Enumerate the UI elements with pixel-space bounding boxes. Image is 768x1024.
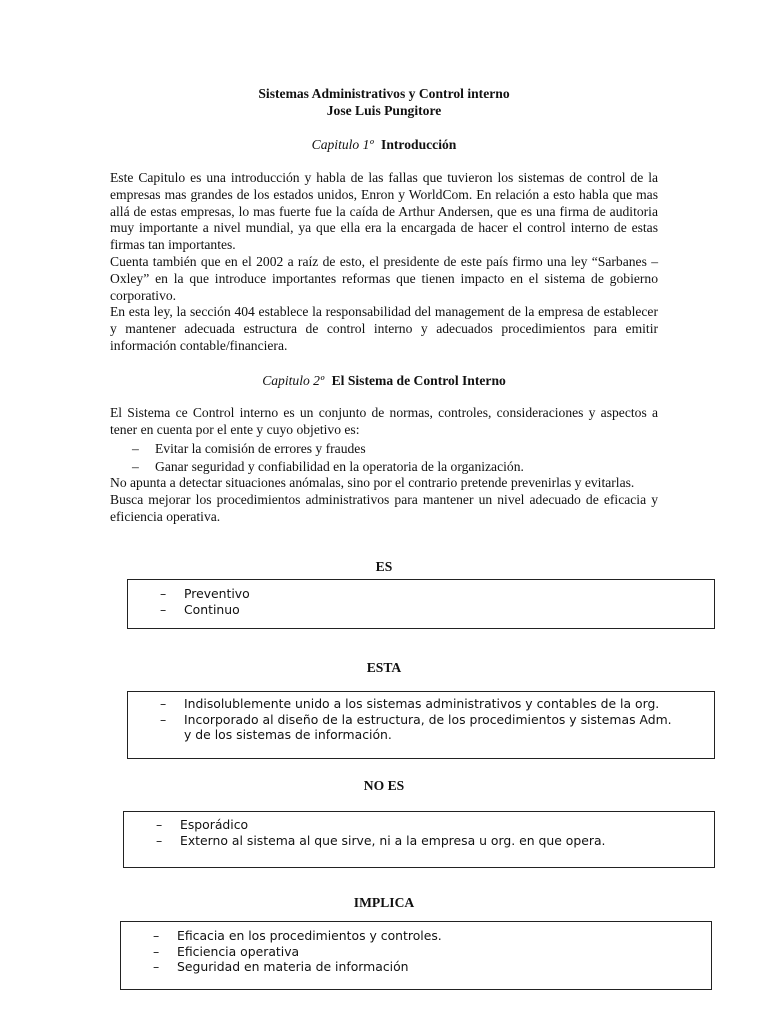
list-item bbox=[110, 458, 670, 476]
list-item-text: Incorporado al diseño de la estructura, de los procedimientos y sistemas Adm. bbox=[184, 711, 672, 727]
list-item bbox=[124, 833, 714, 849]
list-item-text: Preventivo bbox=[184, 586, 250, 601]
dash-marker: – bbox=[160, 586, 167, 601]
document-title: Sistemas Administrativos y Control interno bbox=[258, 86, 510, 101]
list-item bbox=[121, 944, 711, 960]
list-item bbox=[128, 602, 714, 618]
chapter1-heading bbox=[0, 137, 768, 153]
es-box bbox=[127, 579, 715, 629]
list-item bbox=[128, 586, 714, 602]
chapter2-name: El Sistema de Control Interno bbox=[331, 373, 506, 388]
esta-list bbox=[128, 692, 714, 743]
dash-marker: – bbox=[153, 959, 160, 974]
chapter1-paragraph: En esta ley, la sección 404 establece la responsabilidad del management de la empresa de establecer y mantener adecuada estructura de control interno y adecuados procedimientos para emitir información contable/financiera. bbox=[110, 304, 658, 353]
list-item bbox=[121, 959, 711, 975]
dash-marker: – bbox=[160, 711, 167, 727]
list-item bbox=[124, 817, 714, 833]
list-item-text: Externo al sistema al que sirve, ni a la empresa u org. en que opera. bbox=[180, 832, 606, 848]
dash-marker: – bbox=[160, 696, 167, 711]
list-item-text: y de los sistemas de información. bbox=[184, 727, 392, 742]
chapter2-paragraph: Busca mejorar los procedimientos administrativos para mantener un nivel adecuado de eficacia y eficiencia operativa. bbox=[110, 491, 658, 524]
section-heading-no-es: NO ES bbox=[363, 778, 405, 793]
chapter1-prefix: Capitulo 1º bbox=[311, 137, 374, 152]
list-item bbox=[110, 440, 670, 458]
chapter2-body bbox=[110, 475, 658, 525]
chapter2-heading bbox=[0, 373, 768, 389]
dash-marker: – bbox=[153, 943, 160, 959]
chapter1-paragraph: Cuenta también que en el 2002 a raíz de esto, el presidente de este país firmo una ley “Sarbanes – Oxley” en la que introduce importantes reformas que tienen impacto en el sistema de gobierno corporativo. bbox=[110, 253, 658, 303]
no-es-box bbox=[123, 811, 715, 868]
section-heading-es: ES bbox=[375, 559, 393, 574]
document-author: Jose Luis Pungitore bbox=[326, 103, 442, 118]
list-item bbox=[121, 928, 711, 944]
no-es-list bbox=[124, 812, 714, 848]
chapter2-intro bbox=[110, 405, 658, 439]
list-item-text: Esporádico bbox=[180, 817, 249, 832]
dash-marker: – bbox=[156, 817, 163, 832]
esta-box bbox=[127, 691, 715, 759]
list-item-text: Seguridad en materia de información bbox=[177, 959, 409, 974]
chapter2-objectives-list bbox=[110, 440, 670, 476]
dash-marker: – bbox=[156, 832, 163, 848]
list-item-text: Indisolublemente unido a los sistemas administrativos y contables de la org. bbox=[184, 696, 660, 711]
list-item bbox=[128, 696, 714, 712]
chapter1-name: Introducción bbox=[381, 137, 457, 152]
section-heading-implica: IMPLICA bbox=[353, 895, 415, 910]
chapter2-intro-text: El Sistema ce Control interno es un conjunto de normas, controles, consideraciones y aspectos a tener en cuenta por el ente y cuyo objetivo es: bbox=[110, 405, 658, 437]
dash-marker: – bbox=[132, 441, 139, 456]
es-list bbox=[128, 580, 714, 617]
dash-marker: – bbox=[160, 601, 167, 617]
dash-marker: – bbox=[153, 928, 160, 943]
list-item-text: Continuo bbox=[184, 601, 240, 617]
list-item-text: Ganar seguridad y confiabilidad en la operatoria de la organización. bbox=[155, 459, 524, 474]
chapter2-prefix: Capitulo 2º bbox=[262, 373, 325, 388]
chapter1-body bbox=[110, 170, 658, 355]
list-item-text: Evitar la comisión de errores y fraudes bbox=[155, 441, 366, 456]
chapter2-paragraph: No apunta a detectar situaciones anómalas, sino por el contrario pretende prevenirlas y evitarlas. bbox=[110, 475, 635, 490]
list-item bbox=[128, 712, 714, 728]
section-heading-esta: ESTA bbox=[366, 660, 402, 675]
list-item-continuation bbox=[128, 727, 714, 743]
list-item-text: Eficacia en los procedimientos y controles. bbox=[177, 928, 442, 943]
list-item-text: Eficiencia operativa bbox=[177, 943, 300, 959]
dash-marker: – bbox=[132, 459, 139, 474]
implica-box bbox=[120, 921, 712, 990]
chapter1-paragraph: Este Capitulo es una introducción y habla de las fallas que tuvieron los sistemas de control de la empresas mas grandes de los estados unidos, Enron y WorldCom. En relación a esto habla que mas allá de estas empresas, lo mas fuerte fue la caída de Arthur Andersen, que es una firma de auditoria muy importante a nivel mundial, ya que ella era la encargada de hacer el control interno de estas firmas tan importantes. bbox=[110, 170, 658, 253]
implica-list bbox=[121, 922, 711, 975]
